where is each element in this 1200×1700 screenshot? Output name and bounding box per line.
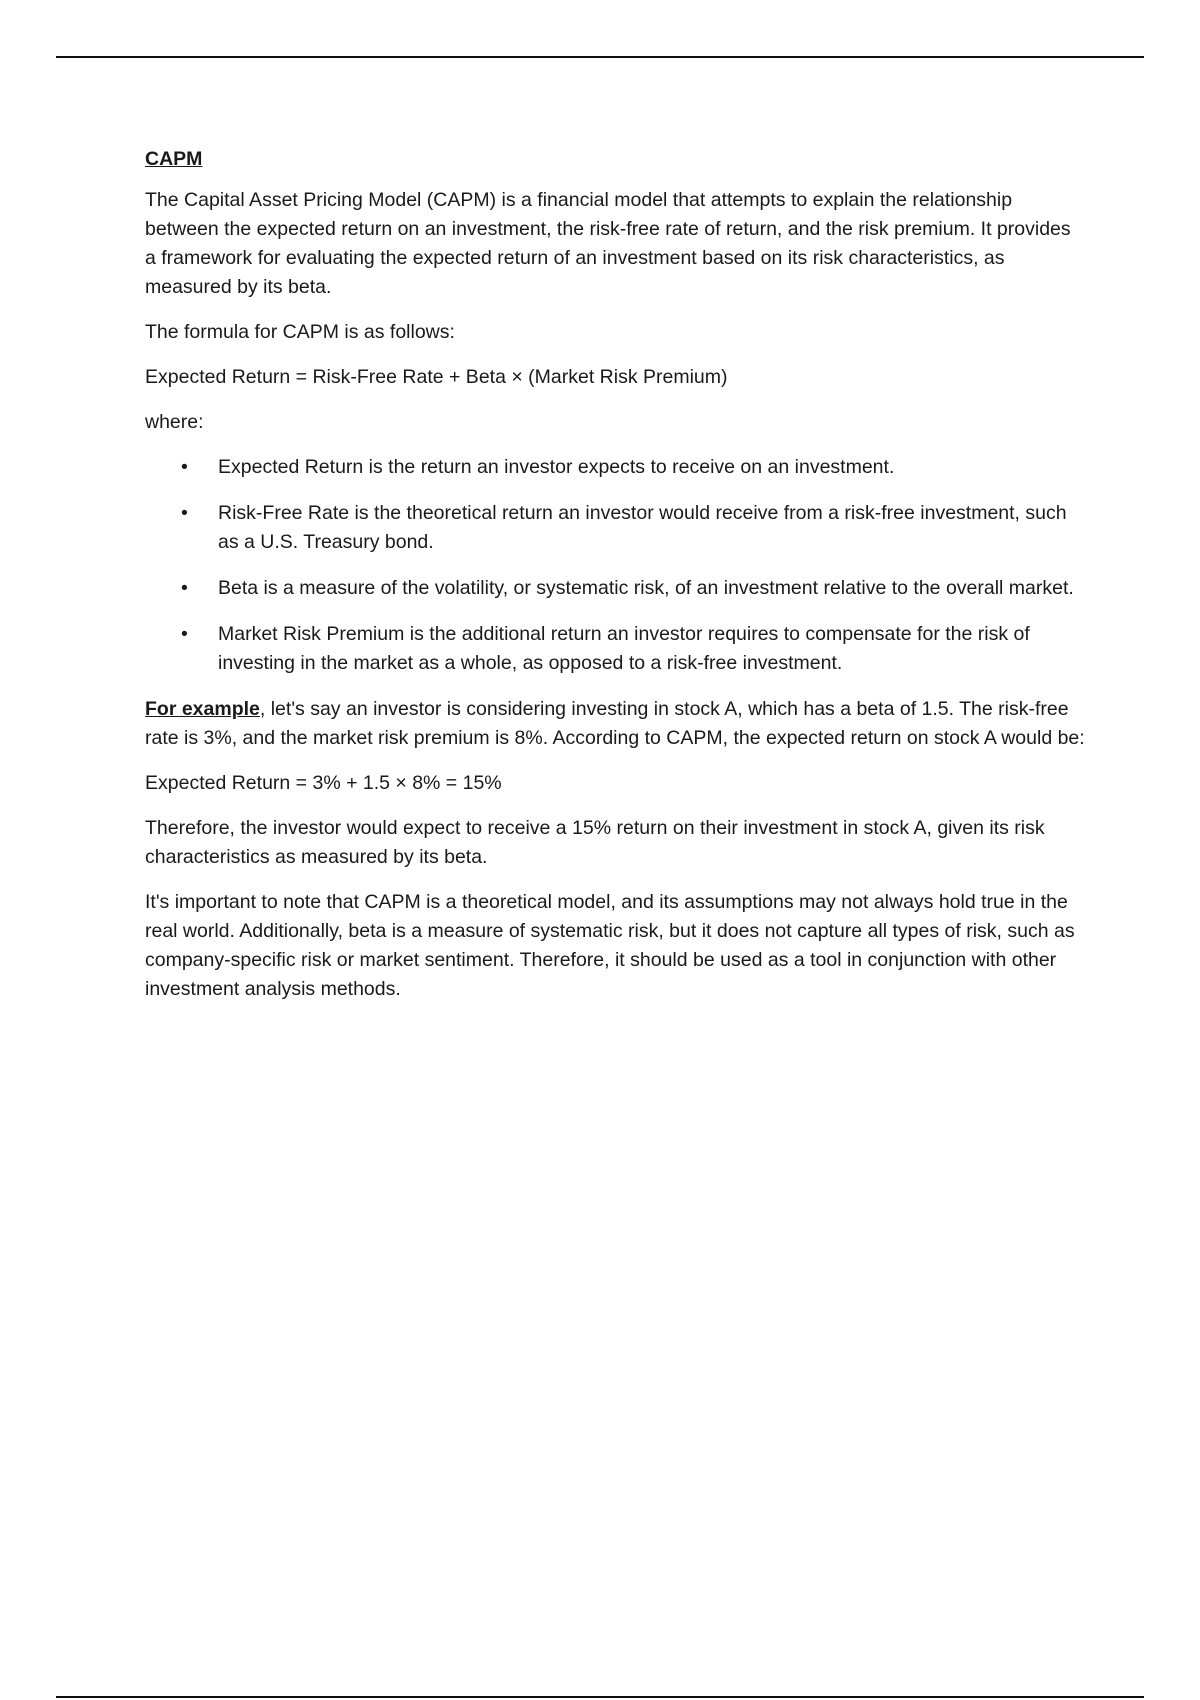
bullet-icon: • [181,502,188,524]
conclusion-paragraph: Therefore, the investor would expect to receive a 15% return on their investment in stock A, given its risk characteristics as measured by its beta. [145,817,1045,868]
list-item [145,620,1085,678]
example-text: , let's say an investor is considering investing in stock A, which has a beta of 1.5. The risk-free rate is 3%, and the market risk premium is 8%. According to CAPM, the expected return on stock A would be: [145,698,1085,749]
document-body [145,145,1085,1020]
list-item-text: Market Risk Premium is the additional return an investor requires to compensate for the risk of investing in the market as a whole, as opposed to a risk-free investment. [218,623,1030,674]
list-item-text: Risk-Free Rate is the theoretical return an investor would receive from a risk-free investment, such as a U.S. Treasury bond. [218,502,1067,553]
intro-paragraph: The Capital Asset Pricing Model (CAPM) is a financial model that attempts to explain the relationship between the expected return on an investment, the risk-free rate of return, and the risk premium. It provides a framework for evaluating the expected return of an investment based on its risk characteristics, as measured by its beta. [145,189,1071,298]
list-item-text: Expected Return is the return an investor expects to receive on an investment. [218,456,895,478]
example-label: For example [145,698,260,720]
formula-intro: The formula for CAPM is as follows: [145,321,455,343]
caveat-paragraph: It's important to note that CAPM is a theoretical model, and its assumptions may not always hold true in the real world. Additionally, beta is a measure of systematic risk, but it does not capture all types of risk, such as company-specific risk or market sentiment. Therefore, it should be used as a tool in conjunction with other investment analysis methods. [145,891,1075,1000]
header-rule [56,56,1144,58]
page-title: CAPM [145,148,203,170]
list-item [145,453,1085,482]
list-item-text: Beta is a measure of the volatility, or systematic risk, of an investment relative to the overall market. [218,577,1074,599]
bullet-icon: • [181,456,188,478]
definitions-list [145,453,1085,678]
list-item [145,574,1085,603]
footer-rule [56,1696,1144,1698]
bullet-icon: • [181,623,188,645]
example-formula: Expected Return = 3% + 1.5 × 8% = 15% [145,772,502,794]
where-label: where: [145,411,204,433]
example-paragraph [145,695,1085,753]
list-item [145,499,1085,557]
capm-formula: Expected Return = Risk-Free Rate + Beta × (Market Risk Premium) [145,366,728,388]
bullet-icon: • [181,577,188,599]
